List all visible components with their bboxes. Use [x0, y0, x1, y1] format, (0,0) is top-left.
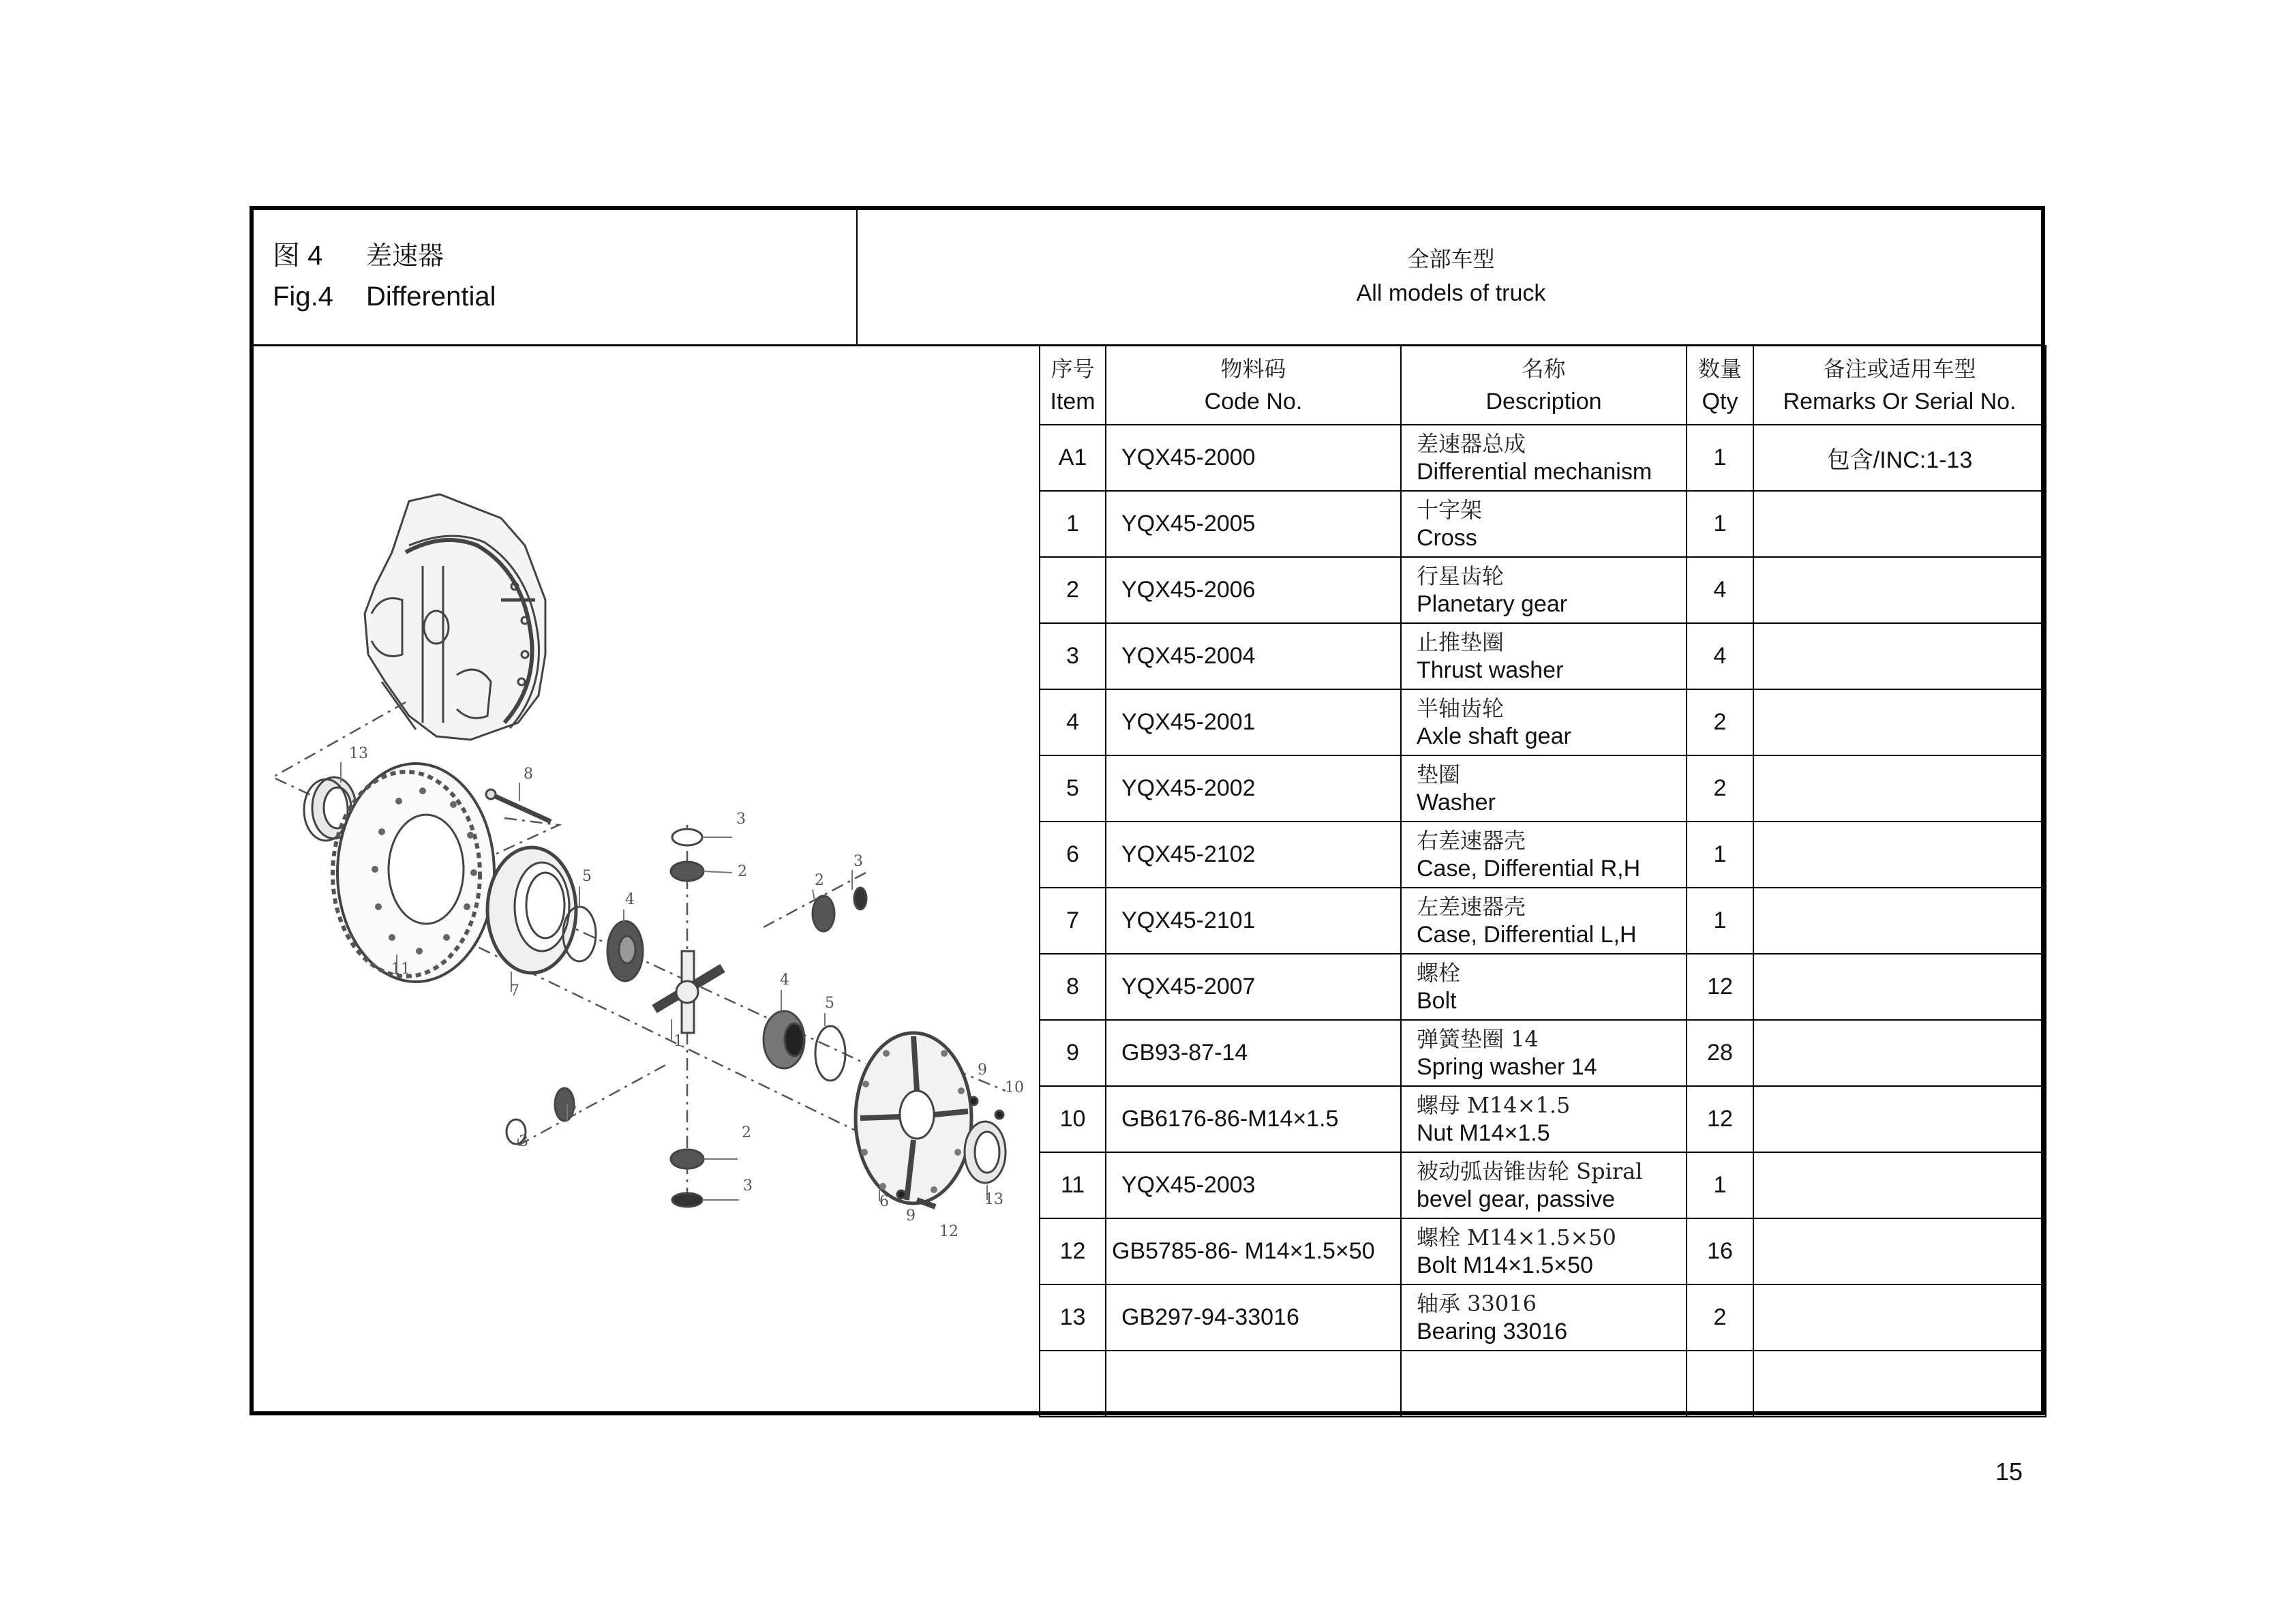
cell-description: [1401, 1152, 1687, 1218]
cell-description-en: Nut M14×1.5: [1417, 1119, 1550, 1146]
cell-description: [1401, 755, 1687, 822]
cell-description: [1401, 1218, 1687, 1284]
cell-item: 8: [1040, 954, 1106, 1020]
column-header-item-en: Item: [1050, 389, 1096, 415]
column-header-item: [1040, 346, 1106, 425]
table-row: [1040, 623, 2046, 689]
cell-qty: 2: [1687, 689, 1753, 755]
cell-description-cn: 被动弧齿锥齿轮 Spiral: [1417, 1158, 1643, 1184]
figure-number-en: Fig.4: [273, 282, 333, 312]
cell-qty: 4: [1687, 557, 1753, 623]
cell-empty: [1753, 1351, 2046, 1417]
cell-code: YQX45-2002: [1106, 755, 1401, 822]
table-row: [1040, 425, 2046, 491]
cell-description: [1401, 1284, 1687, 1351]
cell-description-cn: 差速器总成: [1417, 430, 1526, 457]
cell-qty: 12: [1687, 1086, 1753, 1152]
cell-description: [1401, 623, 1687, 689]
figure-number-cn: 图 4: [273, 241, 323, 271]
table-row: [1040, 954, 2046, 1020]
cell-item: 1: [1040, 491, 1106, 557]
bolt-icon: [917, 1200, 935, 1207]
cell-description-en: Differential mechanism: [1417, 458, 1652, 485]
cell-description-cn: 垫圈: [1417, 761, 1461, 787]
cell-description-cn: 轴承 33016: [1417, 1290, 1537, 1317]
cell-description-cn: 弹簧垫圈 14: [1417, 1025, 1539, 1052]
cell-description-cn: 半轴齿轮: [1417, 695, 1505, 721]
axle-shaft-gear-icon: [607, 921, 643, 981]
cell-code: YQX45-2005: [1106, 491, 1401, 557]
table-row: [1040, 755, 2046, 822]
cell-description: [1401, 557, 1687, 623]
cell-code: GB5785-86- M14×1.5×50: [1106, 1218, 1401, 1284]
cell-qty: 2: [1687, 755, 1753, 822]
callout-label: 3: [854, 853, 863, 870]
callout-label: 2: [568, 1102, 577, 1119]
table-row: [1040, 557, 2046, 623]
table-row: [1040, 822, 2046, 888]
bearing-icon: [965, 1122, 1006, 1183]
cell-description-cn: 行星齿轮: [1417, 562, 1505, 589]
table-header-row: [1040, 346, 2046, 425]
column-header-description-en: Description: [1485, 389, 1602, 415]
callout-label: 10: [1005, 1079, 1024, 1096]
cell-description-en: Spring washer 14: [1417, 1053, 1597, 1080]
callout-label: 1: [674, 1033, 683, 1050]
cell-empty: [1040, 1351, 1106, 1417]
cell-remarks: 包含/INC:1-13: [1753, 425, 2046, 491]
callout-label: 12: [939, 1223, 958, 1240]
callout-label: 3: [519, 1133, 528, 1150]
cell-qty: 2: [1687, 1284, 1753, 1351]
cell-code: YQX45-2101: [1106, 888, 1401, 954]
axle-shaft-gear-icon: [764, 1011, 804, 1068]
table-row: [1040, 888, 2046, 954]
cell-code: YQX45-2003: [1106, 1152, 1401, 1218]
cell-remarks: [1753, 623, 2046, 689]
cell-item: 5: [1040, 755, 1106, 822]
cell-empty: [1106, 1351, 1401, 1417]
cell-empty: [1687, 1351, 1753, 1417]
cell-qty: 1: [1687, 1152, 1753, 1218]
callout-label: 2: [742, 1124, 751, 1141]
cell-empty: [1401, 1351, 1687, 1417]
cell-item: 10: [1040, 1086, 1106, 1152]
cell-qty: 1: [1687, 425, 1753, 491]
cell-description: [1401, 425, 1687, 491]
callout-label: 9: [906, 1207, 916, 1224]
column-header-code-en: Code No.: [1204, 389, 1303, 415]
nut-icon: [995, 1111, 1003, 1119]
cell-description: [1401, 1086, 1687, 1152]
figure-title-cn-text: 差速器: [366, 241, 444, 271]
cell-description-en: Bolt M14×1.5×50: [1417, 1252, 1593, 1278]
applicable-models-cn: 全部车型: [1407, 246, 1495, 272]
column-header-description: [1401, 346, 1687, 425]
cell-description-en: Washer: [1417, 789, 1496, 815]
cell-description: [1401, 689, 1687, 755]
table-row: [1040, 491, 2046, 557]
cell-qty: 1: [1687, 888, 1753, 954]
cell-description-en: Case, Differential R,H: [1417, 855, 1641, 882]
cell-description-en: Bolt: [1417, 987, 1457, 1014]
cell-qty: 28: [1687, 1020, 1753, 1086]
table-row: [1040, 1086, 2046, 1152]
cell-code: GB297-94-33016: [1106, 1284, 1401, 1351]
cell-item: 4: [1040, 689, 1106, 755]
cell-remarks: [1753, 491, 2046, 557]
callout-label: 4: [780, 972, 789, 989]
cell-description: [1401, 954, 1687, 1020]
cell-remarks: [1753, 822, 2046, 888]
cell-description-en: Bearing 33016: [1417, 1318, 1568, 1344]
cell-description-en: bevel gear, passive: [1417, 1186, 1616, 1212]
cell-qty: 1: [1687, 822, 1753, 888]
cell-description: [1401, 888, 1687, 954]
column-header-description-cn: 名称: [1522, 356, 1566, 382]
cell-description: [1401, 822, 1687, 888]
differential-case-right-icon: [856, 1033, 971, 1203]
cell-description: [1401, 491, 1687, 557]
column-header-code-cn: 物料码: [1220, 356, 1286, 382]
callout-label: 2: [738, 863, 747, 880]
callout-label: 5: [582, 868, 592, 885]
cell-remarks: [1753, 1086, 2046, 1152]
table-row: [1040, 1284, 2046, 1351]
cell-item: 6: [1040, 822, 1106, 888]
callout-label: 4: [625, 891, 635, 908]
cell-description: [1401, 1020, 1687, 1086]
cell-description-cn: 十字架: [1417, 496, 1483, 523]
column-header-remarks: [1753, 346, 2046, 425]
cell-description-cn: 左差速器壳: [1417, 893, 1526, 920]
cell-description-en: Thrust washer: [1417, 657, 1564, 683]
differential-case-left-icon: [487, 847, 576, 973]
cell-qty: 1: [1687, 491, 1753, 557]
column-header-remarks-cn: 备注或适用车型: [1823, 356, 1976, 382]
cell-description-en: Cross: [1417, 524, 1477, 551]
cell-item: 2: [1040, 557, 1106, 623]
cell-remarks: [1753, 755, 2046, 822]
callout-label: 9: [978, 1062, 987, 1079]
spring-washer-icon: [897, 1190, 905, 1199]
cell-remarks: [1753, 1284, 2046, 1351]
cell-item: 13: [1040, 1284, 1106, 1351]
cell-qty: 16: [1687, 1218, 1753, 1284]
cell-code: YQX45-2004: [1106, 623, 1401, 689]
applicable-models-en: All models of truck: [1356, 280, 1546, 306]
cell-item: 12: [1040, 1218, 1106, 1284]
cell-description-cn: 螺栓 M14×1.5×50: [1417, 1224, 1616, 1250]
table-row: [1040, 1152, 2046, 1218]
cell-code: GB93-87-14: [1106, 1020, 1401, 1086]
cell-item: 9: [1040, 1020, 1106, 1086]
table-row: [1040, 689, 2046, 755]
callout-label: 13: [349, 745, 368, 762]
cell-qty: 12: [1687, 954, 1753, 1020]
column-header-qty-en: Qty: [1702, 389, 1738, 415]
cell-remarks: [1753, 1218, 2046, 1284]
cell-remarks: [1753, 689, 2046, 755]
callout-label: 13: [984, 1191, 1003, 1208]
callout-label: 8: [524, 766, 533, 783]
cell-qty: 4: [1687, 623, 1753, 689]
cell-code: YQX45-2001: [1106, 689, 1401, 755]
column-header-code: [1106, 346, 1401, 425]
cell-description-cn: 止推垫圈: [1417, 629, 1505, 655]
column-header-qty-cn: 数量: [1697, 356, 1742, 382]
spiral-bevel-gear-icon: [333, 764, 494, 982]
cell-description-en: Case, Differential L,H: [1417, 921, 1637, 948]
callout-label: 7: [510, 982, 519, 999]
cell-remarks: [1753, 954, 2046, 1020]
callout-label: 11: [391, 961, 410, 978]
column-header-item-cn: 序号: [1051, 356, 1095, 382]
callout-label: 3: [736, 811, 746, 828]
parts-table-body: [1040, 425, 2046, 1417]
cell-item: A1: [1040, 425, 1106, 491]
callout-label: 5: [825, 995, 834, 1012]
cell-remarks: [1753, 888, 2046, 954]
callout-label: 6: [879, 1193, 889, 1210]
table-row: [1040, 1218, 2046, 1284]
callout-label: 2: [815, 872, 824, 889]
cell-item: 7: [1040, 888, 1106, 954]
page-number: 15: [1995, 1458, 2023, 1486]
cell-remarks: [1753, 1152, 2046, 1218]
axle-housing-icon: [365, 494, 545, 740]
cell-remarks: [1753, 1020, 2046, 1086]
cell-item: 11: [1040, 1152, 1106, 1218]
table-row-empty: [1040, 1351, 2046, 1417]
table-row: [1040, 1020, 2046, 1086]
cell-code: GB6176-86-M14×1.5: [1106, 1086, 1401, 1152]
cell-code: YQX45-2000: [1106, 425, 1401, 491]
cell-item: 3: [1040, 623, 1106, 689]
cell-description-en: Planetary gear: [1417, 590, 1568, 617]
figure-title-en-text: Differential: [366, 282, 496, 312]
bolt-icon: [486, 790, 551, 822]
cell-code: YQX45-2102: [1106, 822, 1401, 888]
washer-icon: [815, 1026, 845, 1081]
column-header-qty: [1687, 346, 1753, 425]
cell-code: YQX45-2006: [1106, 557, 1401, 623]
cell-description-cn: 螺栓: [1417, 959, 1461, 986]
cell-description-cn: 螺母 M14×1.5: [1417, 1092, 1571, 1118]
parts-table: [1039, 345, 2046, 1417]
cross-icon: [654, 951, 723, 1033]
callout-label: 3: [743, 1177, 753, 1194]
cell-remarks: [1753, 557, 2046, 623]
column-header-remarks-en: Remarks Or Serial No.: [1783, 389, 2016, 415]
cell-description-cn: 右差速器壳: [1417, 827, 1526, 854]
cell-description-en: Axle shaft gear: [1417, 723, 1571, 749]
cell-code: YQX45-2007: [1106, 954, 1401, 1020]
spring-washer-icon: [969, 1097, 978, 1105]
